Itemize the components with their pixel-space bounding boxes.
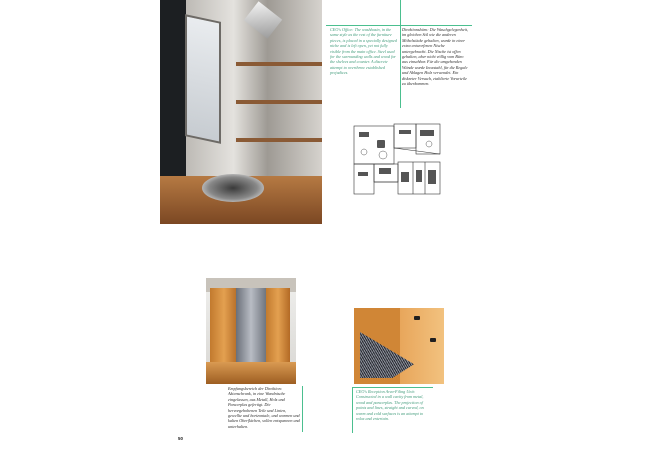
- caption-divider-left: [302, 386, 303, 432]
- wood-shelf: [236, 138, 322, 142]
- mirror: [185, 14, 221, 144]
- reception-photo: [206, 278, 296, 384]
- cabinet-handle: [414, 316, 420, 320]
- wood-shelf: [236, 100, 322, 104]
- reception-desk: [206, 362, 296, 384]
- caption-rule-top: [326, 25, 472, 26]
- cabinet-handle: [430, 338, 436, 342]
- caption-ceo-office-en: CEO's Office: The washbasin, in the same style as the rest of the furniture pieces, is placed in a specially designed niche and is left open, yet not fully visible from the main office. Steel used for the surrounding walls and wood for the shelves and counter. A discrete attempt to overthrow established prejudices.: [330, 27, 397, 76]
- filing-unit-photo: [354, 308, 444, 384]
- page-number: 50: [178, 436, 183, 441]
- caption-divider-right: [352, 387, 353, 433]
- caption-reception-en: CEO's Reception Area-Filing Unit: Constructed in a wall cavity from metal, wood and pancerplas. The projection of points and lines, straight and curved, on warm and cold surfaces is an attempt to relax and entertain.: [356, 389, 424, 422]
- steel-basin: [202, 174, 264, 202]
- floor-plan: [353, 122, 441, 196]
- caption-column-divider: [400, 0, 401, 108]
- caption-direktionsburo-de: Direktionsbüro: Die Waschgelegenheit, im gleichen Stil wie die anderen Möbelstücke gehalten, wurde in einer extra entworfenen Nische untergebracht. Die Nische ist offen gehalten, aber nicht völlig vom Büro aus einsehbar. Für die umgebenden Wände wurde Inoxstahl, für die Regale und Ablagen Holz verwendet. Ein diskreter Versuch, etablierte Vorurteile zu überkommen.: [402, 27, 468, 87]
- light-wood-surface: [400, 308, 444, 384]
- washbasin-photo: [160, 0, 322, 224]
- caption-rule-right: [353, 387, 433, 388]
- caption-empfang-de: Empfangsbereich der Direktion: Aktenschrank, in eine Wandnische eingelassen, aus Metall, Holz und Pancerplas gefertigt. Die hervorgehobenen Teile und Linien, gewellte und horizontale, und warmen und kalten Oberflächen, sollen entspannen und unterhalten.: [228, 386, 300, 429]
- wood-shelf: [236, 62, 322, 66]
